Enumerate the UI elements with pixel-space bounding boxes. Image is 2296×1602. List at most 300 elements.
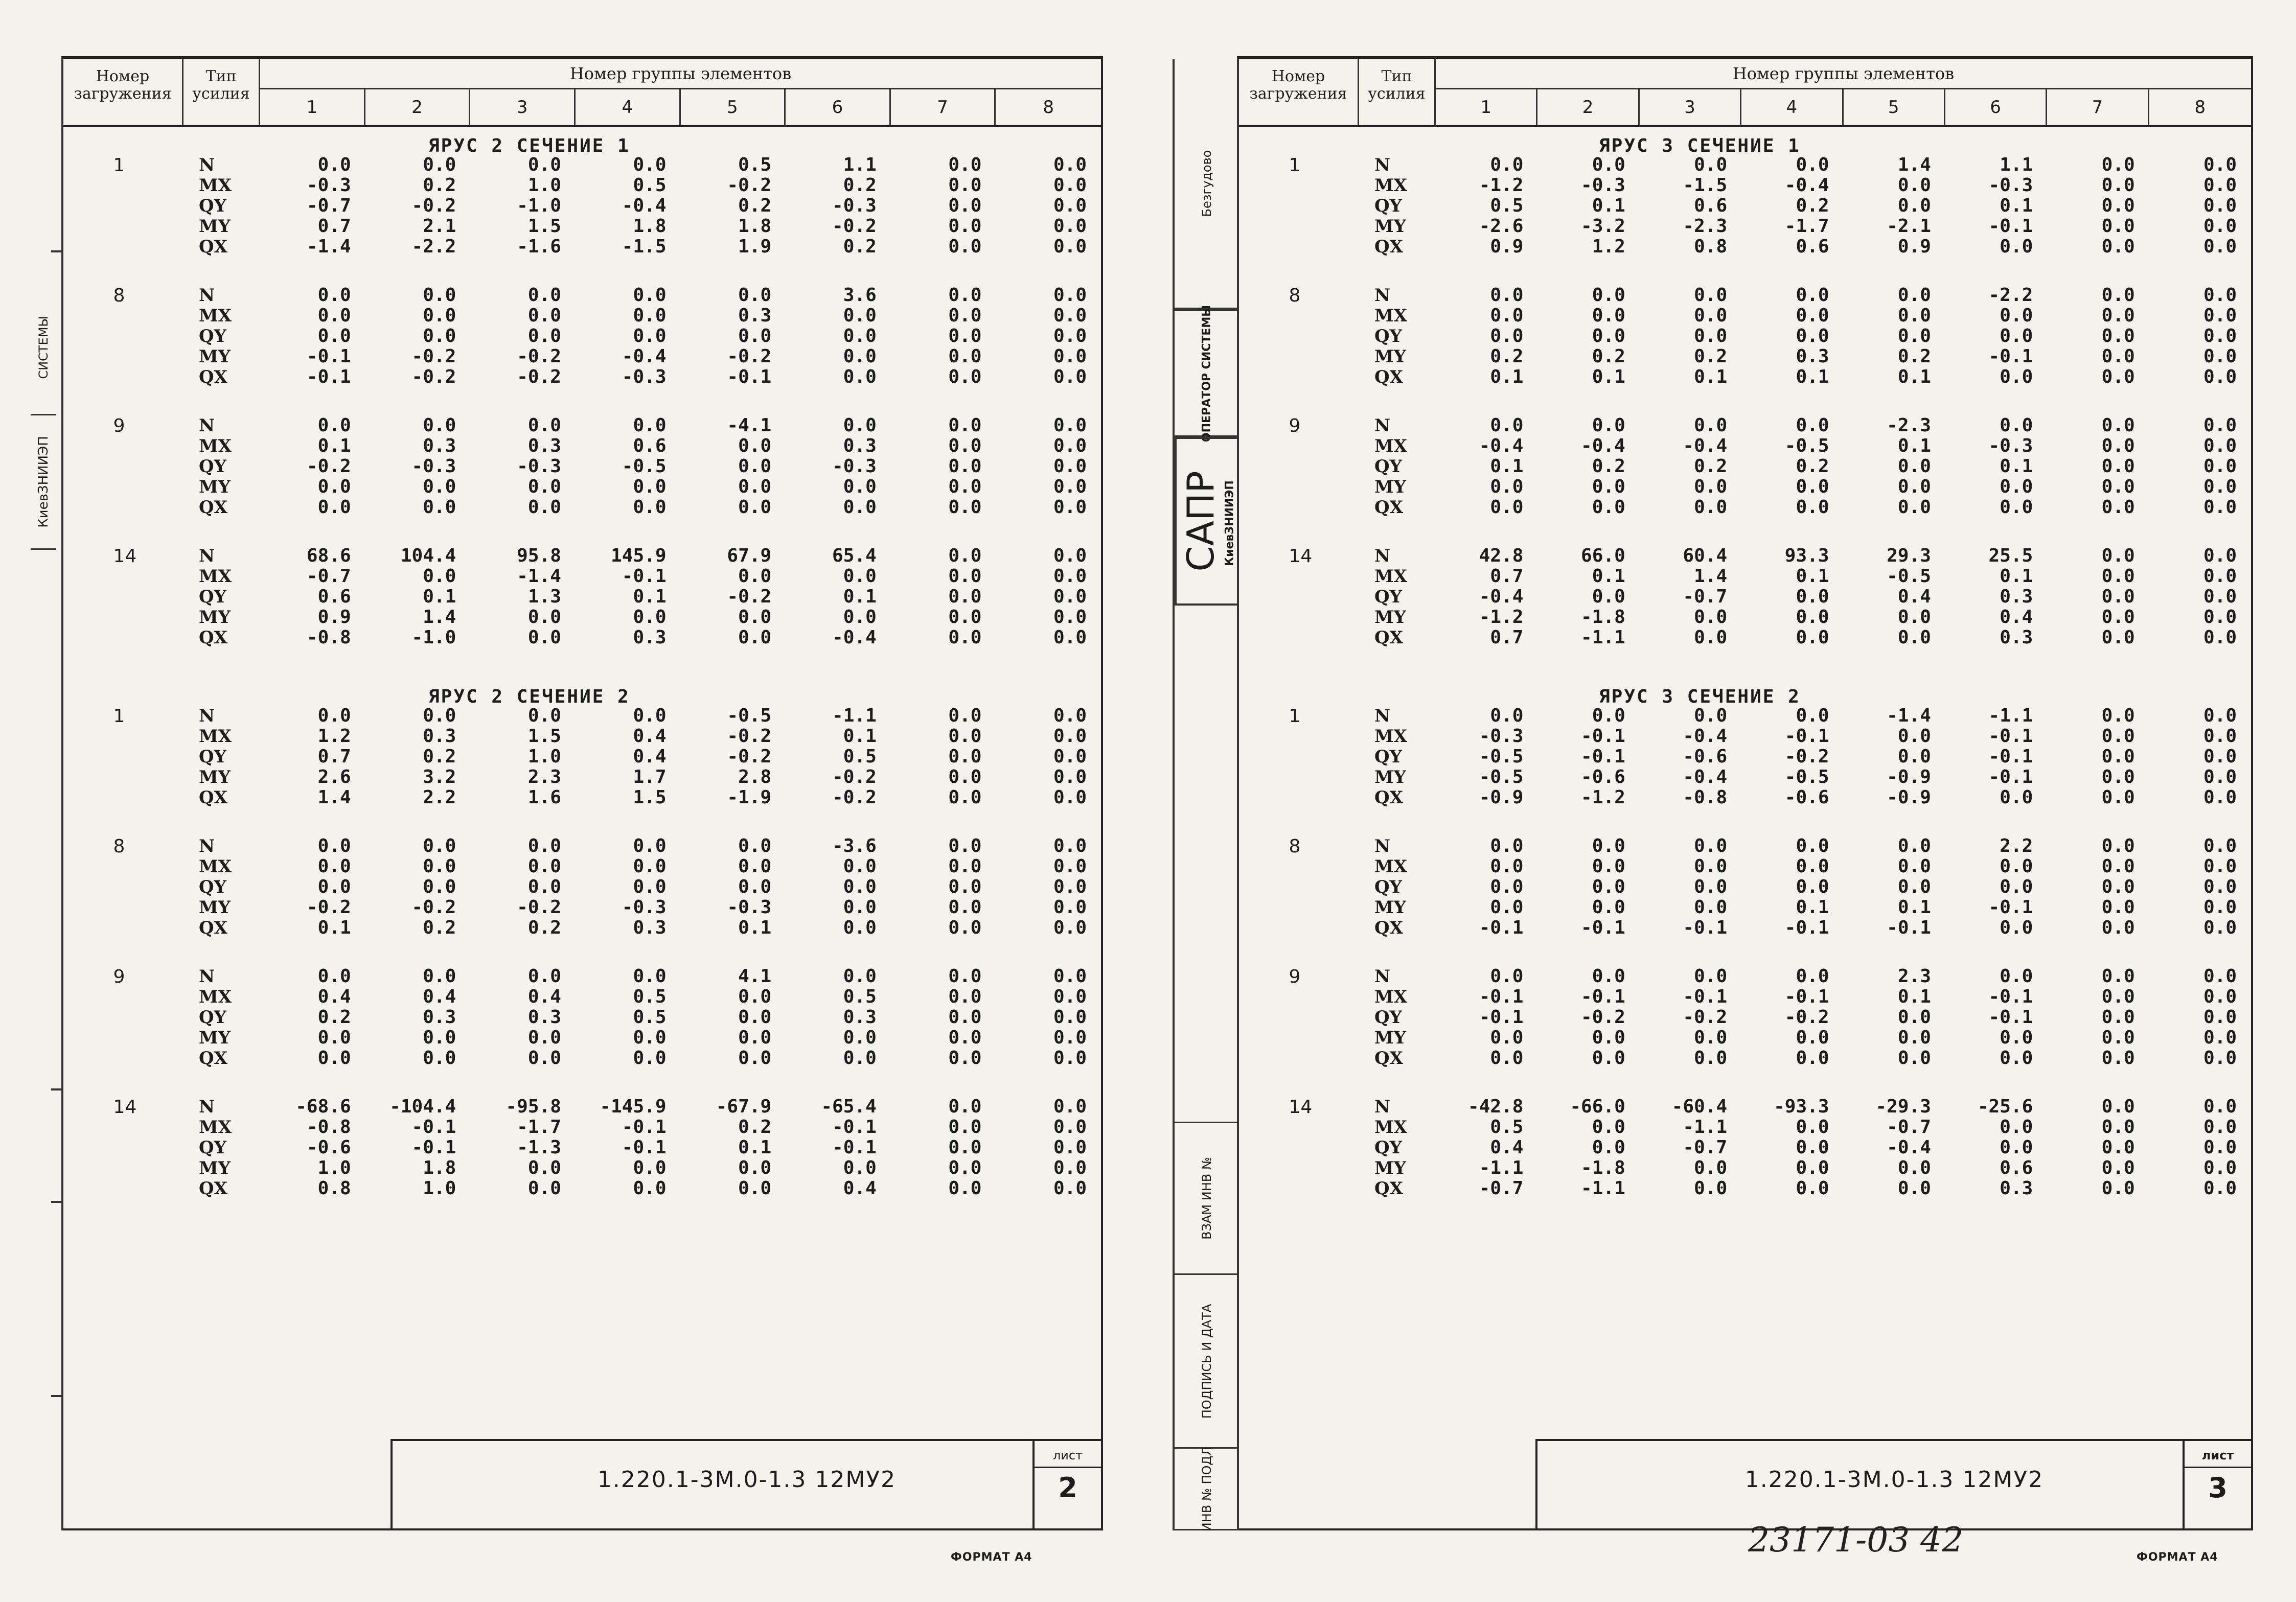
- value-cell: 0.0: [633, 835, 667, 856]
- value-cell: 0.0: [1053, 346, 1087, 367]
- value-cell: 2.6: [317, 767, 351, 787]
- value-cell: 0.0: [1053, 195, 1087, 216]
- force-type: QY: [199, 1137, 226, 1158]
- value-cell: -0.3: [1988, 175, 2033, 196]
- value-cell: 0.0: [1897, 326, 1931, 346]
- value-cell: 0.0: [948, 1157, 982, 1178]
- value-cell: 0.0: [1796, 835, 1829, 856]
- margin-tick: [51, 250, 61, 252]
- value-cell: 0.0: [1053, 966, 1087, 987]
- sheet-number: 3: [2208, 1472, 2228, 1504]
- value-cell: 0.4: [317, 986, 351, 1007]
- load-group: [1239, 966, 2251, 1069]
- table-row: [63, 237, 1101, 257]
- value-cell: 0.0: [1796, 305, 1829, 326]
- value-cell: -0.1: [622, 566, 667, 587]
- value-cell: -60.4: [1671, 1096, 1728, 1117]
- value-cell: -2.1: [1887, 216, 1931, 237]
- value-cell: 0.0: [1490, 497, 1524, 518]
- value-cell: 1.0: [317, 1157, 351, 1178]
- force-type: MX: [199, 726, 232, 747]
- value-cell: 0.4: [1897, 586, 1931, 607]
- force-type: MY: [199, 1158, 231, 1178]
- value-cell: 0.0: [423, 705, 456, 726]
- force-type: MX: [1374, 1117, 1408, 1137]
- table-row: [1239, 1007, 2251, 1028]
- value-cell: 0.0: [633, 1027, 667, 1048]
- value-cell: 0.0: [843, 497, 877, 518]
- table-row: [1239, 607, 2251, 628]
- table-row: [1239, 477, 2251, 497]
- value-cell: 0.0: [1796, 627, 1829, 648]
- value-cell: 0.4: [633, 746, 667, 767]
- value-cell: 0.0: [1897, 175, 1931, 196]
- value-cell: 2.8: [738, 767, 772, 787]
- table-row: [1239, 175, 2251, 196]
- value-cell: 0.0: [2101, 195, 2135, 216]
- value-cell: -0.1: [1479, 917, 1524, 938]
- table-row: [63, 1097, 1101, 1117]
- load-number: 1: [1289, 155, 1301, 176]
- force-type: N: [199, 706, 215, 726]
- value-cell: 0.0: [527, 415, 561, 436]
- table-row: [1239, 1178, 2251, 1199]
- value-cell: 0.1: [1694, 366, 1728, 387]
- load-number: 1: [1289, 706, 1301, 727]
- value-cell: 0.0: [1897, 195, 1931, 216]
- value-cell: 0.0: [738, 1157, 772, 1178]
- value-cell: 0.0: [1897, 856, 1931, 877]
- value-cell: 0.1: [1592, 366, 1625, 387]
- table-row: [1239, 546, 2251, 566]
- value-cell: 0.0: [527, 835, 561, 856]
- value-cell: 0.0: [2203, 1027, 2237, 1048]
- value-cell: 0.0: [2000, 856, 2033, 877]
- value-cell: 0.0: [1796, 497, 1829, 518]
- value-cell: -0.1: [1988, 897, 2033, 918]
- value-cell: 0.0: [948, 835, 982, 856]
- value-cell: 0.0: [633, 1178, 667, 1199]
- load-group: [63, 546, 1101, 648]
- value-cell: 0.0: [423, 305, 456, 326]
- value-cell: 0.0: [633, 154, 667, 175]
- value-cell: 0.0: [1053, 326, 1087, 346]
- table-row: [63, 747, 1101, 767]
- value-cell: 0.0: [948, 175, 982, 196]
- table-row: [63, 1007, 1101, 1028]
- force-type: MX: [199, 1117, 232, 1137]
- value-cell: 0.0: [948, 1096, 982, 1117]
- value-cell: 0.0: [633, 305, 667, 326]
- value-cell: 0.0: [1053, 1007, 1087, 1028]
- value-cell: -0.9: [1887, 767, 1931, 787]
- value-cell: 0.0: [1694, 476, 1728, 497]
- force-type: QX: [199, 918, 227, 938]
- value-cell: -1.2: [1479, 175, 1524, 196]
- value-cell: 0.1: [738, 917, 772, 938]
- value-cell: -0.5: [1887, 566, 1931, 587]
- value-cell: 0.0: [2101, 216, 2135, 237]
- value-cell: 93.3: [1784, 545, 1829, 566]
- value-cell: -0.8: [306, 1117, 351, 1137]
- force-type: QY: [199, 587, 226, 607]
- force-type: MY: [1374, 1028, 1406, 1048]
- value-cell: 0.1: [423, 586, 456, 607]
- value-cell: 0.0: [1694, 966, 1728, 987]
- load-number: 8: [1289, 285, 1301, 306]
- document-code: 1.220.1-3М.0-1.3 12МУ2: [597, 1467, 897, 1493]
- value-cell: 0.0: [843, 897, 877, 918]
- value-cell: -0.1: [1988, 767, 2033, 787]
- force-type: N: [1374, 836, 1391, 856]
- value-cell: 0.0: [1796, 966, 1829, 987]
- value-cell: -25.6: [1977, 1096, 2033, 1117]
- value-cell: 0.0: [423, 835, 456, 856]
- force-type: MX: [1374, 726, 1408, 747]
- value-cell: 0.0: [423, 285, 456, 306]
- value-cell: 3.2: [423, 767, 456, 787]
- value-cell: 0.0: [2101, 366, 2135, 387]
- value-cell: 0.0: [633, 1048, 667, 1069]
- value-cell: 0.0: [843, 917, 877, 938]
- value-cell: 0.0: [2101, 876, 2135, 897]
- value-cell: 0.6: [1796, 236, 1829, 257]
- value-cell: -95.8: [506, 1096, 561, 1117]
- value-cell: -1.4: [517, 566, 561, 587]
- value-cell: 0.0: [1490, 835, 1524, 856]
- value-cell: 0.0: [843, 415, 877, 436]
- value-cell: 68.6: [306, 545, 351, 566]
- frame-line: [1239, 1528, 2251, 1530]
- value-cell: 0.0: [843, 607, 877, 628]
- value-cell: -0.6: [1784, 787, 1829, 808]
- force-type: MX: [1374, 987, 1408, 1007]
- value-cell: 0.2: [527, 917, 561, 938]
- value-cell: 0.0: [1053, 726, 1087, 747]
- value-cell: 0.0: [1897, 1007, 1931, 1028]
- value-cell: -0.1: [1479, 1007, 1524, 1028]
- force-type: QX: [199, 1048, 227, 1069]
- value-cell: -0.8: [306, 627, 351, 648]
- value-cell: -1.2: [1479, 607, 1524, 628]
- value-cell: 0.1: [1796, 366, 1829, 387]
- value-cell: 0.0: [633, 497, 667, 518]
- table-row: [63, 1178, 1101, 1199]
- value-cell: -0.6: [1581, 767, 1625, 787]
- value-cell: 0.0: [2101, 1096, 2135, 1117]
- value-cell: 0.0: [1053, 897, 1087, 918]
- value-cell: -0.3: [1479, 726, 1524, 747]
- value-cell: 0.0: [2000, 326, 2033, 346]
- sheet-label: лист: [2185, 1444, 2251, 1468]
- value-cell: 0.0: [948, 456, 982, 477]
- table-row: [1239, 987, 2251, 1007]
- value-cell: 0.0: [738, 435, 772, 456]
- value-cell: -2.2: [411, 236, 456, 257]
- table-row: [63, 1048, 1101, 1069]
- table-row: [1239, 326, 2251, 346]
- value-cell: -0.1: [1988, 986, 2033, 1007]
- table-row: [63, 415, 1101, 436]
- load-group: [1239, 546, 2251, 648]
- value-cell: 0.0: [1694, 497, 1728, 518]
- value-cell: 0.0: [1053, 435, 1087, 456]
- value-cell: 0.0: [1592, 326, 1625, 346]
- value-cell: 0.0: [2101, 435, 2135, 456]
- value-cell: 0.0: [1796, 154, 1829, 175]
- value-cell: 0.0: [2101, 175, 2135, 196]
- value-cell: -0.5: [622, 456, 667, 477]
- value-cell: 0.0: [948, 767, 982, 787]
- value-cell: 0.0: [527, 607, 561, 628]
- stamp-inv-podl: ИНВ № ПОДЛ: [1175, 1449, 1239, 1530]
- value-cell: 0.0: [948, 195, 982, 216]
- table-row: [63, 497, 1101, 518]
- table-row: [1239, 897, 2251, 918]
- value-cell: 0.0: [1592, 835, 1625, 856]
- value-cell: 0.5: [1490, 195, 1524, 216]
- value-cell: 0.0: [1897, 876, 1931, 897]
- value-cell: 0.0: [1053, 285, 1087, 306]
- value-cell: -0.1: [1988, 346, 2033, 367]
- table-row: [1239, 628, 2251, 648]
- value-cell: 0.0: [2101, 1178, 2135, 1199]
- value-cell: 0.0: [2203, 726, 2237, 747]
- value-cell: 42.8: [1479, 545, 1524, 566]
- value-cell: 0.0: [633, 476, 667, 497]
- value-cell: 0.0: [948, 1027, 982, 1048]
- value-cell: 0.0: [633, 326, 667, 346]
- header-force-type: Тип усилия: [1359, 59, 1436, 125]
- value-cell: 0.0: [948, 705, 982, 726]
- value-cell: 0.0: [2203, 856, 2237, 877]
- value-cell: 1.8: [423, 1157, 456, 1178]
- value-cell: 0.0: [738, 476, 772, 497]
- value-cell: 0.0: [2203, 195, 2237, 216]
- value-cell: 0.0: [317, 326, 351, 346]
- table-row: [63, 155, 1101, 175]
- header-group-number: 3: [470, 89, 576, 125]
- table-row: [1239, 237, 2251, 257]
- value-cell: -0.3: [832, 456, 877, 477]
- value-cell: 0.4: [633, 726, 667, 747]
- table-row: [1239, 436, 2251, 456]
- value-cell: 0.0: [2203, 607, 2237, 628]
- value-cell: -0.1: [1988, 746, 2033, 767]
- load-number: 14: [1289, 546, 1313, 567]
- value-cell: 0.0: [1592, 1117, 1625, 1137]
- value-cell: 0.0: [2101, 787, 2135, 808]
- force-type: QX: [199, 628, 227, 648]
- value-cell: 1.6: [527, 787, 561, 808]
- value-cell: -29.3: [1875, 1096, 1931, 1117]
- margin-label: КиевЗНИИЭП: [31, 414, 56, 550]
- value-cell: -0.9: [1479, 787, 1524, 808]
- value-cell: 0.0: [843, 1027, 877, 1048]
- force-type: MY: [1374, 346, 1406, 367]
- value-cell: 0.0: [527, 1157, 561, 1178]
- value-cell: 0.0: [527, 497, 561, 518]
- value-cell: 0.3: [423, 726, 456, 747]
- load-group: [1239, 415, 2251, 518]
- value-cell: -0.1: [832, 1137, 877, 1158]
- value-cell: -0.5: [1479, 746, 1524, 767]
- value-cell: 0.0: [423, 1027, 456, 1048]
- value-cell: 0.0: [1053, 917, 1087, 938]
- value-cell: -67.9: [716, 1096, 772, 1117]
- table-row: [63, 566, 1101, 587]
- value-cell: 66.0: [1581, 545, 1625, 566]
- value-cell: -0.1: [1581, 746, 1625, 767]
- force-type: QY: [199, 747, 226, 767]
- table-row: [63, 1117, 1101, 1137]
- force-type: QY: [1374, 196, 1402, 216]
- value-cell: 0.0: [948, 216, 982, 237]
- value-cell: -0.1: [1581, 726, 1625, 747]
- value-cell: 0.2: [843, 236, 877, 257]
- value-cell: 0.5: [633, 986, 667, 1007]
- format-label: ФОРМАТ А4: [951, 1551, 1032, 1564]
- value-cell: 0.0: [1053, 305, 1087, 326]
- value-cell: -0.2: [1784, 1007, 1829, 1028]
- header-group-number: 8: [1043, 97, 1054, 118]
- force-type: QX: [199, 1178, 227, 1199]
- value-cell: -0.1: [622, 1137, 667, 1158]
- value-cell: 0.0: [1490, 705, 1524, 726]
- frame-line: [63, 1528, 1101, 1530]
- value-cell: 0.2: [1592, 456, 1625, 477]
- title-block: [391, 1439, 1101, 1530]
- value-cell: 0.0: [2203, 566, 2237, 587]
- margin-tick: [51, 1395, 61, 1397]
- value-cell: 0.0: [1796, 705, 1829, 726]
- value-cell: 0.0: [738, 835, 772, 856]
- value-cell: -0.2: [727, 586, 772, 607]
- value-cell: -0.2: [1581, 1007, 1625, 1028]
- value-cell: -0.2: [306, 897, 351, 918]
- table-row: [1239, 415, 2251, 436]
- value-cell: 95.8: [517, 545, 561, 566]
- value-cell: 0.0: [843, 366, 877, 387]
- value-cell: 0.3: [527, 1007, 561, 1028]
- value-cell: 0.0: [1053, 1027, 1087, 1048]
- value-cell: 0.4: [843, 1178, 877, 1199]
- table-row: [63, 175, 1101, 196]
- value-cell: -0.8: [1683, 787, 1728, 808]
- table-row: [63, 918, 1101, 938]
- value-cell: -0.4: [1479, 435, 1524, 456]
- value-cell: 0.1: [1796, 566, 1829, 587]
- value-cell: 0.0: [948, 1048, 982, 1069]
- value-cell: -1.8: [1581, 607, 1625, 628]
- table-row: [63, 1137, 1101, 1158]
- value-cell: 0.4: [1490, 1137, 1524, 1158]
- value-cell: 0.0: [317, 497, 351, 518]
- value-cell: 0.5: [1490, 1117, 1524, 1137]
- force-type: N: [199, 836, 215, 856]
- value-cell: -0.2: [727, 726, 772, 747]
- value-cell: 0.0: [2203, 1157, 2237, 1178]
- value-cell: 0.0: [2000, 497, 2033, 518]
- value-cell: -0.2: [832, 767, 877, 787]
- value-cell: 0.0: [738, 607, 772, 628]
- value-cell: -66.0: [1570, 1096, 1625, 1117]
- value-cell: 0.0: [948, 1178, 982, 1199]
- force-type: N: [1374, 546, 1391, 566]
- force-type: MX: [199, 987, 232, 1007]
- value-cell: 0.0: [738, 1178, 772, 1199]
- value-cell: -1.6: [517, 236, 561, 257]
- load-number: 8: [113, 285, 125, 306]
- force-type: MY: [199, 477, 231, 497]
- value-cell: 0.0: [527, 154, 561, 175]
- value-cell: 0.0: [2000, 1027, 2033, 1048]
- table-row: [63, 326, 1101, 346]
- header-group-number: 4: [1741, 89, 1843, 125]
- value-cell: 0.0: [948, 966, 982, 987]
- force-type: MX: [1374, 306, 1408, 326]
- value-cell: -1.3: [517, 1137, 561, 1158]
- value-cell: 0.0: [633, 607, 667, 628]
- value-cell: -3.6: [832, 835, 877, 856]
- value-cell: -1.1: [1683, 1117, 1728, 1137]
- header-force-type: Тип усилия: [183, 59, 260, 125]
- value-cell: 0.0: [1490, 154, 1524, 175]
- value-cell: 0.0: [2101, 917, 2135, 938]
- table-row: [1239, 787, 2251, 808]
- value-cell: 0.0: [1796, 285, 1829, 306]
- value-cell: 0.0: [423, 566, 456, 587]
- value-cell: 0.0: [1694, 326, 1728, 346]
- load-group: [63, 415, 1101, 518]
- value-cell: 0.0: [1897, 746, 1931, 767]
- load-number: 1: [113, 706, 125, 727]
- value-cell: -0.2: [411, 366, 456, 387]
- load-number: 8: [113, 836, 125, 857]
- value-cell: 0.0: [1490, 326, 1524, 346]
- value-cell: -1.5: [1683, 175, 1728, 196]
- value-cell: 0.0: [1694, 305, 1728, 326]
- value-cell: -0.2: [832, 787, 877, 808]
- force-type: MY: [1374, 477, 1406, 497]
- value-cell: 0.0: [527, 1027, 561, 1048]
- value-cell: 0.0: [843, 346, 877, 367]
- value-cell: 0.0: [1592, 856, 1625, 877]
- table-row: [1239, 196, 2251, 216]
- value-cell: -0.1: [1988, 726, 2033, 747]
- value-cell: 0.0: [1490, 1048, 1524, 1069]
- value-cell: 0.3: [527, 435, 561, 456]
- value-cell: 0.0: [738, 326, 772, 346]
- value-cell: 1.5: [527, 726, 561, 747]
- value-cell: 0.0: [1694, 415, 1728, 436]
- document-code: 1.220.1-3М.0-1.3 12МУ2: [1744, 1467, 2044, 1493]
- value-cell: 0.0: [2203, 216, 2237, 237]
- value-cell: 1.3: [527, 586, 561, 607]
- value-cell: -0.1: [1581, 917, 1625, 938]
- force-type: QY: [1374, 456, 1402, 477]
- value-cell: 0.0: [1053, 705, 1087, 726]
- section-title: ЯРУС 2 СЕЧЕНИЕ 1: [428, 135, 630, 156]
- load-number: 9: [1289, 966, 1301, 987]
- value-cell: 0.1: [738, 1137, 772, 1158]
- value-cell: 0.7: [317, 746, 351, 767]
- value-cell: 0.0: [1490, 415, 1524, 436]
- value-cell: 0.2: [317, 1007, 351, 1028]
- value-cell: -0.4: [832, 627, 877, 648]
- value-cell: 0.0: [1796, 1027, 1829, 1048]
- value-cell: 0.0: [1053, 1048, 1087, 1069]
